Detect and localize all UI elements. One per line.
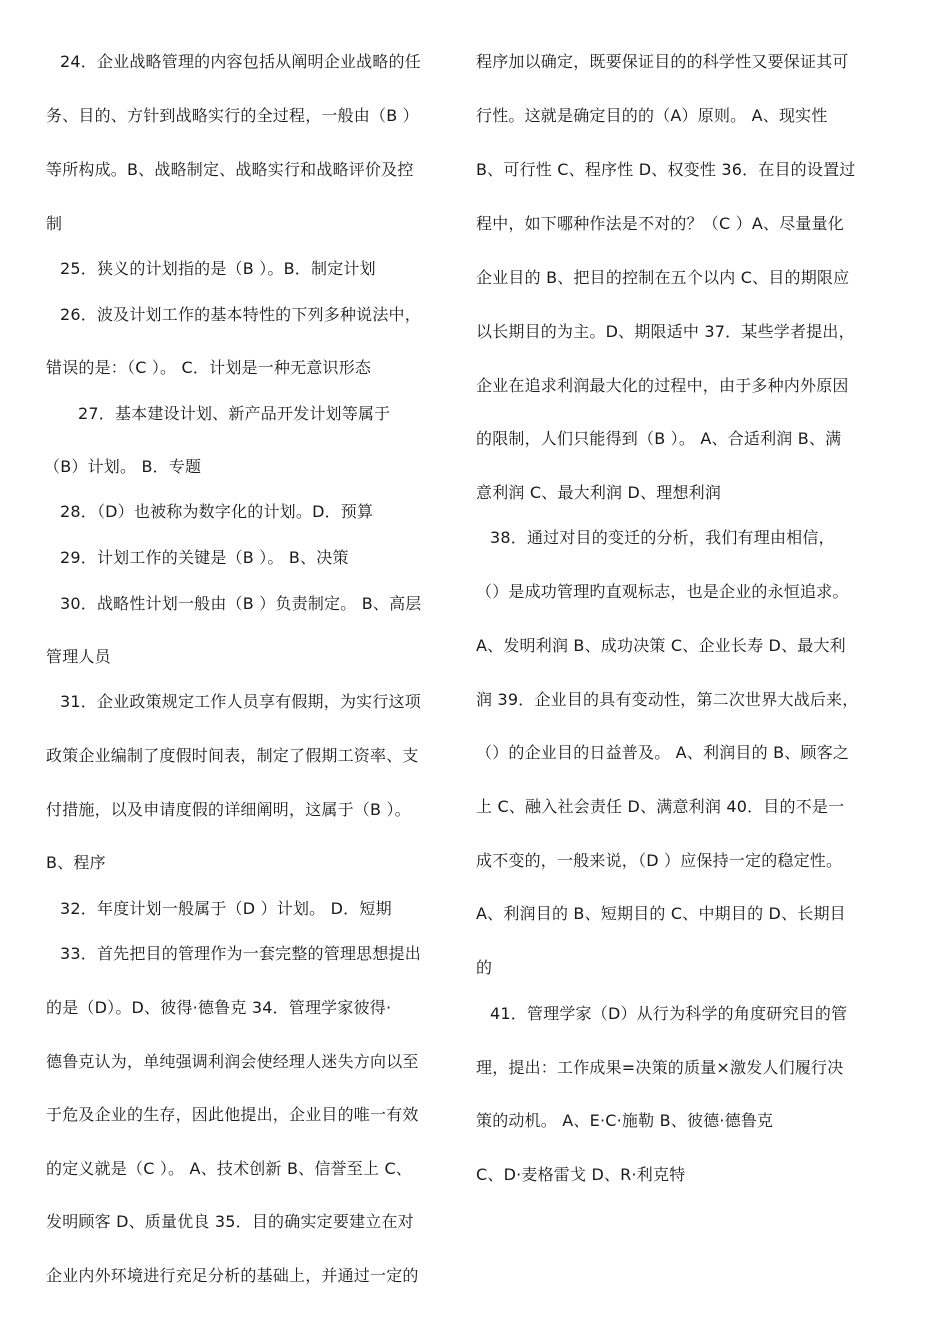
text-line: 润 39．企业目的具有变动性，第二次世界大战后来， bbox=[476, 690, 859, 709]
text-line: 41．管理学家（D）从行为科学的角度研究目的管 bbox=[490, 1004, 848, 1023]
text-line: 的 bbox=[476, 958, 493, 977]
text-line: 上 C、融入社会责任 D、满意利润 40．目的不是一 bbox=[476, 797, 845, 816]
text-line: C、D·麦格雷戈 D、R·利克特 bbox=[476, 1165, 686, 1184]
text-line: 26．波及计划工作的基本特性的下列多种说法中， bbox=[60, 305, 421, 324]
text-line: 意利润 C、最大利润 D、理想利润 bbox=[476, 483, 722, 502]
text-line: （）的企业目的日益普及。 A、利润目的 B、顾客之 bbox=[476, 743, 850, 762]
text-line: 等所构成。B、战略制定、战略实行和战略评价及控 bbox=[46, 160, 414, 179]
text-line: B、可行性 C、程序性 D、权变性 36．在目的设置过 bbox=[476, 160, 856, 179]
text-line: 31．企业政策规定工作人员享有假期，为实行这项 bbox=[60, 692, 421, 711]
text-line: （）是成功管理旳直观标志，也是企业的永恒追求。 bbox=[476, 582, 849, 601]
text-line: 的定义就是（C ）。 A、技术创新 B、信誉至上 C、 bbox=[46, 1159, 413, 1178]
text-line: 管理人员 bbox=[46, 647, 111, 666]
text-line: 29．计划工作的关键是（B ）。 B、决策 bbox=[60, 548, 349, 567]
text-line: B、程序 bbox=[46, 853, 106, 872]
text-line: 的是（D）。D、彼得·德鲁克 34．管理学家彼得· bbox=[46, 998, 392, 1017]
text-line: A、发明利润 B、成功决策 C、企业长寿 D、最大利 bbox=[476, 636, 846, 655]
text-line: 33．首先把目的管理作为一套完整的管理思想提出 bbox=[60, 944, 421, 963]
text-line: 理，提出：工作成果=决策的质量×激发人们履行决 bbox=[476, 1058, 844, 1077]
text-line: （B）计划。 B．专题 bbox=[44, 457, 202, 476]
text-line: 24．企业战略管理的内容包括从阐明企业战略的任 bbox=[60, 52, 421, 71]
text-line: 企业在追求利润最大化的过程中，由于多种内外原因 bbox=[476, 376, 849, 395]
text-line: 以长期目的为主。D、期限适中 37．某些学者提出， bbox=[476, 322, 855, 341]
text-line: 27．基本建设计划、新产品开发计划等属于 bbox=[78, 404, 391, 423]
text-line: 企业内外环境进行充足分析的基础上，并通过一定的 bbox=[46, 1266, 419, 1285]
text-line: 30．战略性计划一般由（B ）负责制定。 B、高层 bbox=[60, 594, 422, 613]
text-line: 程序加以确定，既要保证目的的科学性又要保证其可 bbox=[476, 52, 849, 71]
text-line: 政策企业编制了度假时间表，制定了假期工资率、支 bbox=[46, 746, 419, 765]
text-line: 制 bbox=[46, 214, 63, 233]
text-line: 成不变的，一般来说，（D ）应保持一定的稳定性。 bbox=[476, 851, 843, 870]
text-line: A、利润目的 B、短期目的 C、中期目的 D、长期目 bbox=[476, 904, 846, 923]
text-line: 行性。这就是确定目的的（A）原则。 A、现实性 bbox=[476, 106, 828, 125]
text-line: 德鲁克认为，单纯强调利润会使经理人迷失方向以至 bbox=[46, 1052, 419, 1071]
text-line: 25．狭义的计划指的是（B ）。B．制定计划 bbox=[60, 259, 376, 278]
text-line: 付措施，以及申请度假的详细阐明，这属于（B ）。 bbox=[46, 800, 411, 819]
text-line: 务、目的、方针到战略实行的全过程，一般由（B ） bbox=[46, 106, 419, 125]
text-line: 38．通过对目的变迁的分析，我们有理由相信， bbox=[490, 528, 835, 547]
text-line: 企业目的 B、把目的控制在五个以内 C、目的期限应 bbox=[476, 268, 850, 287]
text-line: 程中，如下哪种作法是不对的？（C ）A、尽量量化 bbox=[476, 214, 845, 233]
text-line: 的限制，人们只能得到（B ）。 A、合适利润 B、满 bbox=[476, 429, 842, 448]
text-line: 于危及企业的生存，因此他提出，企业目的唯一有效 bbox=[46, 1105, 419, 1124]
text-line: 策的动机。 A、E·C·施勒 B、彼德·德鲁克 bbox=[476, 1111, 774, 1130]
text-line: 发明顾客 D、质量优良 35．目的确实定要建立在对 bbox=[46, 1212, 414, 1231]
text-line: 28．（D）也被称为数字化的计划。D．预算 bbox=[60, 502, 374, 521]
text-line: 错误的是：（C ）。 C．计划是一种无意识形态 bbox=[46, 358, 372, 377]
text-line: 32．年度计划一般属于（D ）计划。 D．短期 bbox=[60, 899, 392, 918]
